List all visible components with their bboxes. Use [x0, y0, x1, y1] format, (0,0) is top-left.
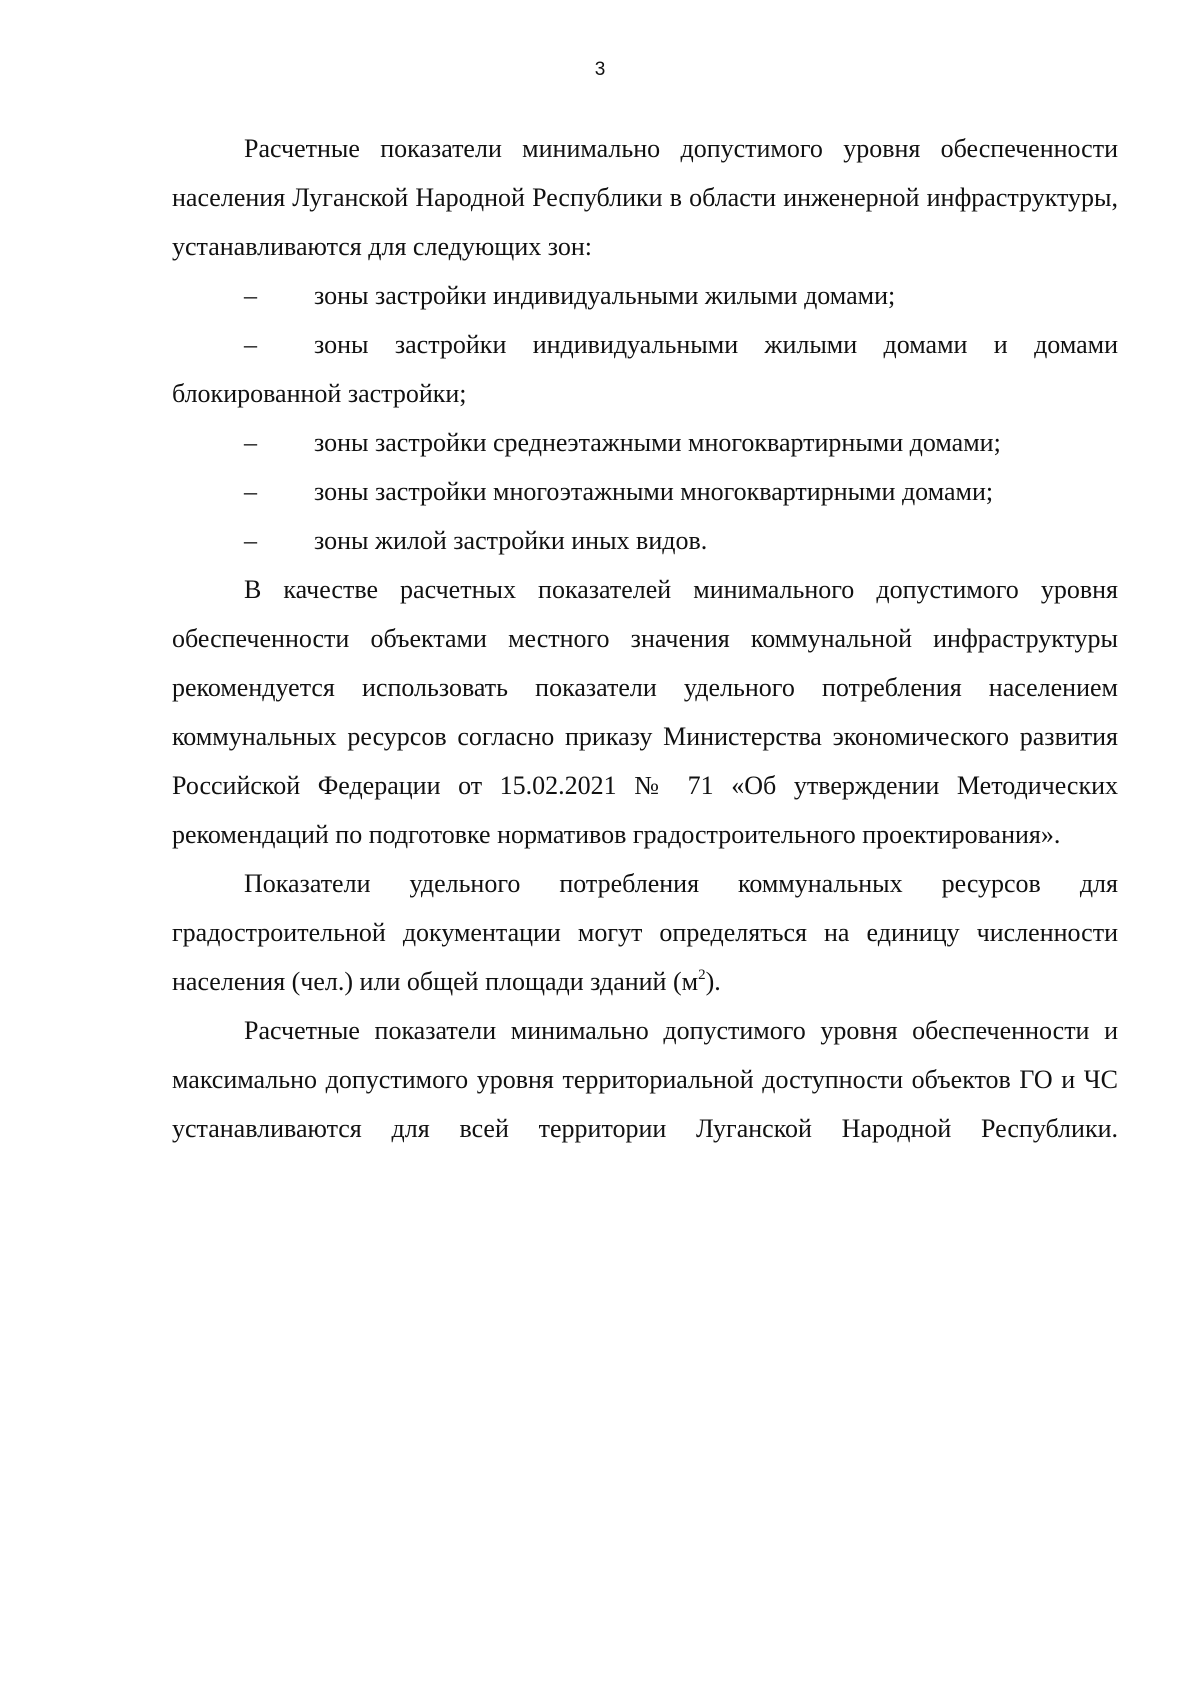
- paragraph-civil-defense: Расчетные показатели минимально допустимого уровня обеспеченности и максимально допустимого уровня территориальной доступности объектов ГО и ЧС устанавливаются для всей территории Луганской Народной Республики.: [172, 1016, 1118, 1143]
- list-item-text: зоны застройки индивидуальными жилыми домами;: [314, 281, 896, 310]
- list-item: [172, 516, 1118, 565]
- list-item-text: зоны жилой застройки иных видов.: [314, 526, 708, 555]
- dash-bullet: –: [244, 526, 257, 555]
- dash-bullet: –: [244, 330, 257, 359]
- page-number: 3: [594, 59, 606, 80]
- list-item: [172, 467, 1118, 516]
- paragraph-consumption-end: ).: [705, 967, 721, 996]
- list-item: [172, 271, 1118, 320]
- dash-bullet: –: [244, 428, 257, 457]
- paragraph-consumption-text: Показатели удельного потребления коммунальных ресурсов для градостроительной документации могут определяться на единицу численности населения (чел.) или общей площади зданий (м: [172, 869, 1118, 996]
- paragraph-consumption-units: [172, 859, 1118, 1006]
- paragraph-zones-intro: Расчетные показатели минимально допустимого уровня обеспеченности населения Луганской Народной Республики в области инженерной инфраструктуры, устанавливаются для следующих зон:: [172, 134, 1118, 261]
- superscript-two: 2: [698, 967, 706, 983]
- dash-bullet: –: [244, 281, 257, 310]
- list-item: [172, 320, 1118, 418]
- list-item-text: зоны застройки многоэтажными многоквартирными домами;: [314, 477, 994, 506]
- list-item: [172, 418, 1118, 467]
- list-item-text: зоны застройки среднеэтажными многоквартирными домами;: [314, 428, 1001, 457]
- paragraph-utility-indicators: В качестве расчетных показателей минимального допустимого уровня обеспеченности объектами местного значения коммунальной инфраструктуры рекомендуется использовать показатели удельного потребления населением коммунальных ресурсов согласно приказу Министерства экономического развития Российской Федерации от 15.02.2021 № 71 «Об утверждении Методических рекомендаций по подготовке нормативов градостроительного проектирования».: [172, 575, 1118, 849]
- document-body: [172, 124, 1118, 1153]
- list-item-text: зоны застройки индивидуальными жилыми домами и домами блокированной застройки;: [172, 330, 1118, 408]
- dash-bullet: –: [244, 477, 257, 506]
